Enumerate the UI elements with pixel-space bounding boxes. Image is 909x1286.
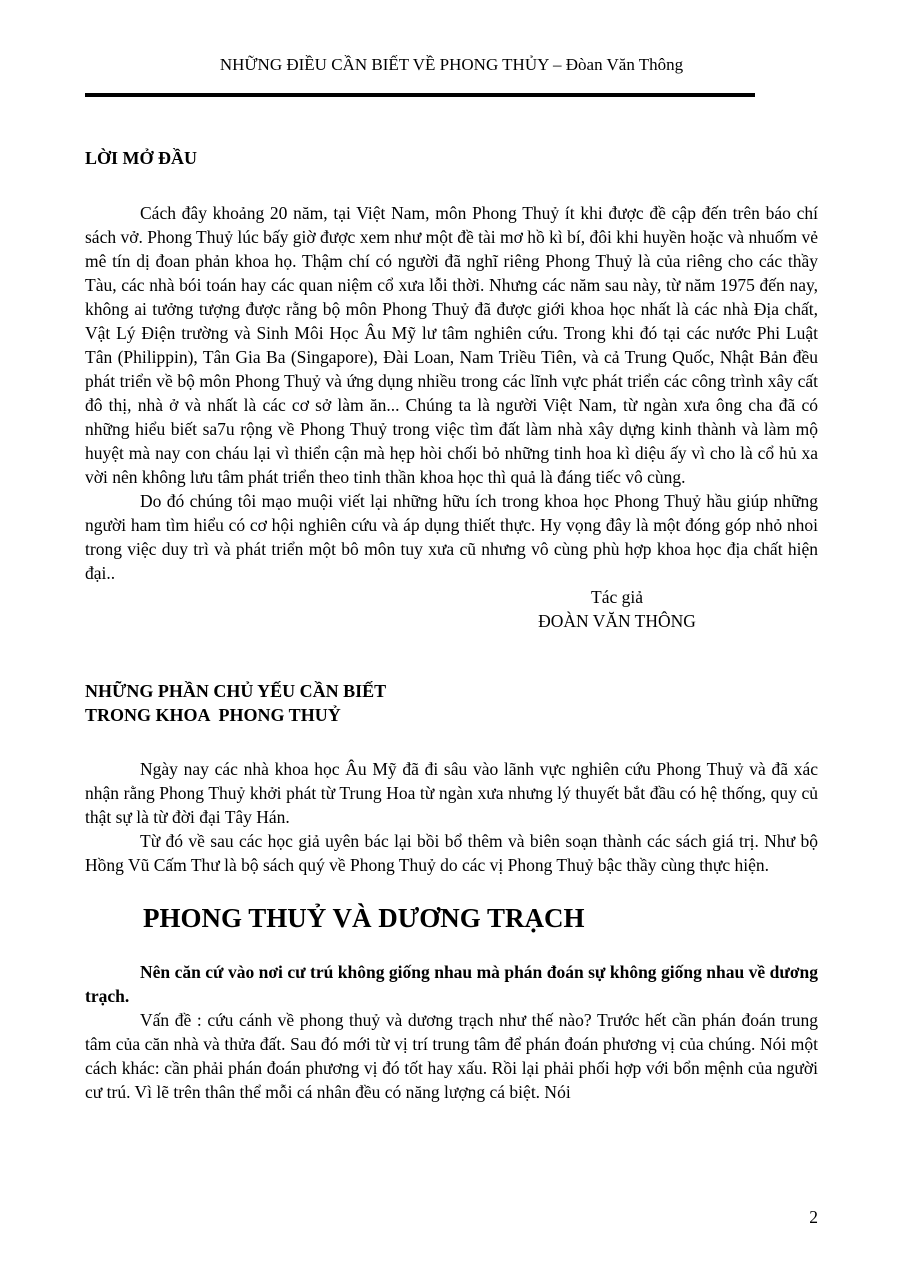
section-heading-nhung-phan-line2: TRONG KHOA PHONG THUỶ — [85, 705, 341, 725]
page-content — [85, 0, 818, 1104]
paragraph-duong-trach-1: Vấn đề : cứu cánh về phong thuỷ và dương trạch như thế nào? Trước hết cần phán đoán trung tâm của căn nhà và thửa đất. Sau đó mới từ vị trí trung tâm để phán đoán phương vị của chúng. Nói một cách khác: cần phải phán đoán phương vị đó tốt hay xấu. Rồi lại phải phối hợp với bổn mệnh của người cư trú. Vì lẽ trên thân thể mỗi cá nhân đều có năng lượng cá biệt. Nói — [85, 1010, 818, 1102]
paragraph-intro-1: Cách đây khoảng 20 năm, tại Việt Nam, môn Phong Thuỷ ít khi được đề cập đến trên báo chí sách vở. Phong Thuỷ lúc bấy giờ được xem như một đề tài mơ hồ kì bí, đôi khi huyền hoặc và nhuốm vẻ mê tín dị đoan phản khoa họ. Thậm chí có người đã nghĩ riêng Phong Thuỷ là của riêng cho các thầy Tàu, các nhà bói toán hay các quan niệm cổ xưa lỗi thời. Nhưng các năm sau này, từ năm 1975 đến nay, không ai tưởng tượng được rằng bộ môn Phong Thuỷ đã được giới khoa học nhất là các nhà Địa chất, Vật Lý Điện trường và Sinh Môi Học Âu Mỹ lư tâm nghiên cứu. Trong khi đó tại các nước Phi Luật Tân (Philippin), Tân Gia Ba (Singapore), Đài Loan, Nam Triều Tiên, và cả Trung Quốc, Nhật Bản đều phát triển về bộ môn Phong Thuỷ và ứng dụng nhiều trong các lĩnh vực phát triển các công trình xây cất đô thị, nhà ở và nhất là các cơ sở làm ăn... Chúng ta là người Việt Nam, từ ngàn xưa ông cha đã có những hiểu biết sa7u rộng về Phong Thuỷ trong việc tìm đất làm nhà xây dựng kinh thành và làm mộ huyệt mà nay con cháu lại vì thiển cận mà hẹp hòi chối bỏ những tinh hoa kì diệu ấy vì cho là cổ hủ xa vời nên không lưu tâm phát triển theo tinh thần khoa học thì quả là đáng tiếc vô cùng. — [85, 203, 818, 487]
author-signature-block — [497, 585, 737, 633]
paragraph-intro-2: Do đó chúng tôi mạo muội viết lại những hữu ích trong khoa học Phong Thuỷ hầu giúp những người ham tìm hiểu có cơ hội nghiên cứu và áp dụng thiết thực. Hy vọng đây là một đóng góp nhỏ nhoi trong việc duy trì và phát triển một bô môn tuy xưa cũ nhưng vô cùng phù hợp khoa học địa chất hiện đại.. — [85, 491, 818, 583]
signature-author-name: ĐOÀN VĂN THÔNG — [538, 611, 696, 631]
paragraph-history-1: Ngày nay các nhà khoa học Âu Mỹ đã đi sâu vào lãnh vực nghiên cứu Phong Thuỷ và đã xác nhận rằng Phong Thuỷ khởi phát từ Trung Hoa từ ngàn xưa nhưng lý thuyết bắt đầu có hệ thống, quy củ thật sự là từ đời đại Tây Hán. — [85, 759, 818, 827]
paragraph-history-2: Từ đó về sau các học giả uyên bác lại bồi bổ thêm và biên soạn thành các sách giá trị. Như bộ Hồng Vũ Cấm Thư là bộ sách quý về Phong Thuỷ do các vị Phong Thuỷ bậc thầy cùng thực hiện. — [85, 831, 818, 875]
running-header-title: NHỮNG ĐIỀU CẦN BIẾT VỀ PHONG THỦY – Đòan Văn Thông — [219, 55, 684, 74]
signature-label: Tác giả — [591, 587, 643, 607]
section-heading-nhung-phan-line1: NHỮNG PHẦN CHỦ YẾU CẦN BIẾT — [85, 681, 387, 701]
header-rule — [85, 93, 755, 97]
chapter-heading-phong-thuy-va-duong-trach: PHONG THUỶ VÀ DƯƠNG TRẠCH — [143, 903, 585, 933]
paragraph-lead-bold: Nên căn cứ vào nơi cư trú không giống nhau mà phán đoán sự không giống nhau về dương trạch. — [85, 962, 818, 1006]
section-heading-loi-mo-dau: LỜI MỞ ĐẦU — [85, 148, 197, 168]
page-number: 2 — [809, 1207, 818, 1227]
